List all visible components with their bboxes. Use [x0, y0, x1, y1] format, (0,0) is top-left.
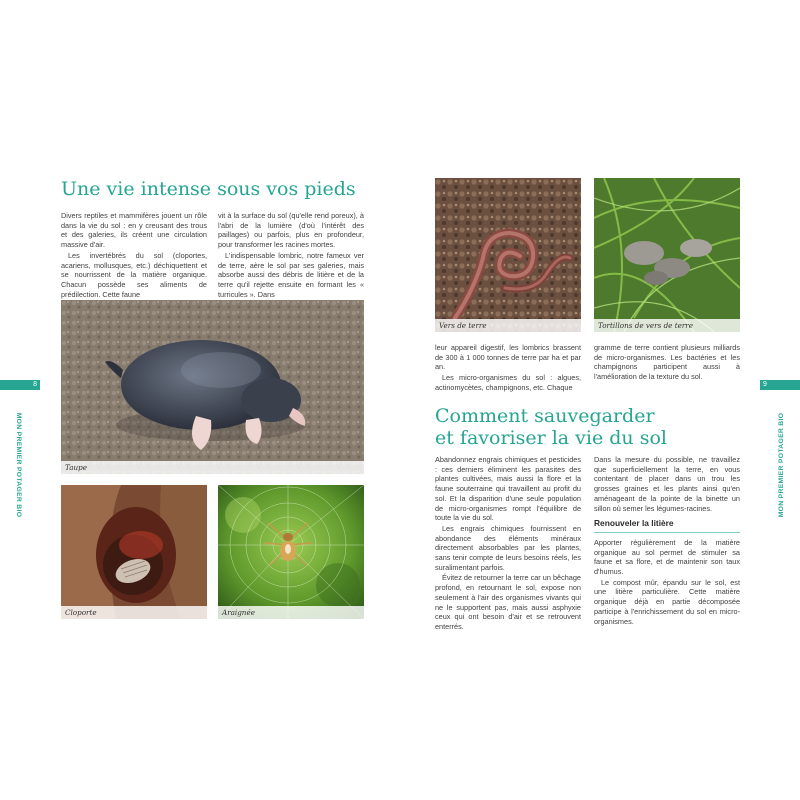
page-number-tab [0, 380, 40, 390]
paragraph: Les micro-organismes du sol : algues, actinomycètes, champignons, etc. Chaque [435, 373, 581, 392]
page-number-tab [760, 380, 800, 390]
paragraph: Dans la mesure du possible, ne travaillez que superficiellement la terre, en vous contentant de placer dans un trou les grosses graines et les plants ainsi qu'en aménageant de la pointe de la binette un sillon où semer les légumes-racines. [594, 455, 740, 513]
paragraph: Les engrais chimiques fournissent en abondance des éléments minéraux directement absorbables par les plantes, sans tenir compte de leurs besoins réels, les suralimentant parfois. [435, 523, 581, 572]
text-column-1 [61, 211, 207, 300]
section-title-line-2: et favoriser la vie du sol [435, 427, 667, 450]
page-number: 8 [33, 381, 37, 388]
photo-caption: Cloporte [61, 606, 207, 619]
paragraph: gramme de terre contient plusieurs milliards de micro-organismes. Les bactéries et les champignons participent aussi à l'amélioration de la texture du sol. [594, 343, 740, 382]
paragraph: Les invertébrés du sol (cloportes, acariens, mollusques, etc.) déchiquettent et se nourrissent de la matière organique. Chacun possède ses aliments de prédilection. Cette faune [61, 250, 207, 299]
paragraph: Le compost mûr, épandu sur le sol, est une litière particulière. Cette matière organique déjà en partie décomposée participe à l'enrichissement du sol en micro-organismes. [594, 577, 740, 626]
paragraph: Évitez de retourner la terre car un bêchage profond, en retournant le sol, expose non seulement à l'air des organismes vivants qui ne le supportent pas, mais aussi asphyxie ceux qui ont besoin d'air et se retrouvent enterrés. [435, 573, 581, 631]
worm-castings-illustration [594, 178, 740, 332]
photo-caption: Araignée [218, 606, 364, 619]
subheading: Renouveler la litière [594, 519, 740, 533]
section-title [435, 405, 667, 450]
text-column-1 [435, 455, 581, 633]
mole-illustration [61, 300, 364, 474]
woodlouse-illustration [61, 485, 207, 619]
photo-worm-castings [594, 178, 740, 332]
paragraph: leur appareil digestif, les lombrics brassent de 300 à 1 000 tonnes de terre par ha et par an. [435, 343, 581, 372]
earthworm-illustration [435, 178, 581, 332]
paragraph: Abandonnez engrais chimiques et pesticides : ces derniers éliminent les parasites des plantes cultivées, mais aussi la flore et la faune souterraine qui travaillent au profit du sol. Et la disparition d'une seule population de micro-organismes rompt l'équilibre de toute la vie du sol. [435, 455, 581, 523]
paragraph: Divers reptiles et mammifères jouent un rôle dans la vie du sol : en y creusant des trous et des galeries, ils créent une circulation massive d'air. [61, 211, 207, 250]
section-title-line-1: Comment sauvegarder [435, 405, 655, 427]
photo-caption: Tortillons de vers de terre [594, 319, 740, 332]
photo-mole [61, 300, 364, 474]
text-column-top-2 [594, 343, 740, 383]
side-running-title: MON PREMIER POTAGER BIO [778, 412, 785, 518]
text-column-2 [218, 211, 364, 300]
paragraph: L'indispensable lombric, notre fameux ver de terre, aère le sol par ses galeries, mais absorbe aussi des débris de litière et de la terre qu'il rejette ensuite en formant les « turricules ». Dans [218, 250, 364, 299]
right-page [400, 0, 800, 800]
photo-earthworms [435, 178, 581, 332]
side-running-title: MON PREMIER POTAGER BIO [15, 412, 22, 518]
photo-woodlouse [61, 485, 207, 619]
paragraph: vit à la surface du sol (qu'elle rend poreux), à l'abri de la lumière (d'où l'intérêt des paillages) ou parfois, plus en profondeur, pour transformer les racines mortes. [218, 211, 364, 250]
photo-caption: Taupe [61, 461, 364, 474]
text-column-top-1 [435, 343, 581, 394]
section-title: Une vie intense sous vos pieds [61, 178, 356, 200]
paragraph: Apporter régulièrement de la matière organique au sol permet de stimuler sa faune et sa flore, et de maintenir son taux d'humus. [594, 537, 740, 577]
text-column-2 [594, 455, 740, 627]
spider-illustration [218, 485, 364, 619]
photo-caption: Vers de terre [435, 319, 581, 332]
photo-spider [218, 485, 364, 619]
page-number: 9 [763, 381, 767, 388]
